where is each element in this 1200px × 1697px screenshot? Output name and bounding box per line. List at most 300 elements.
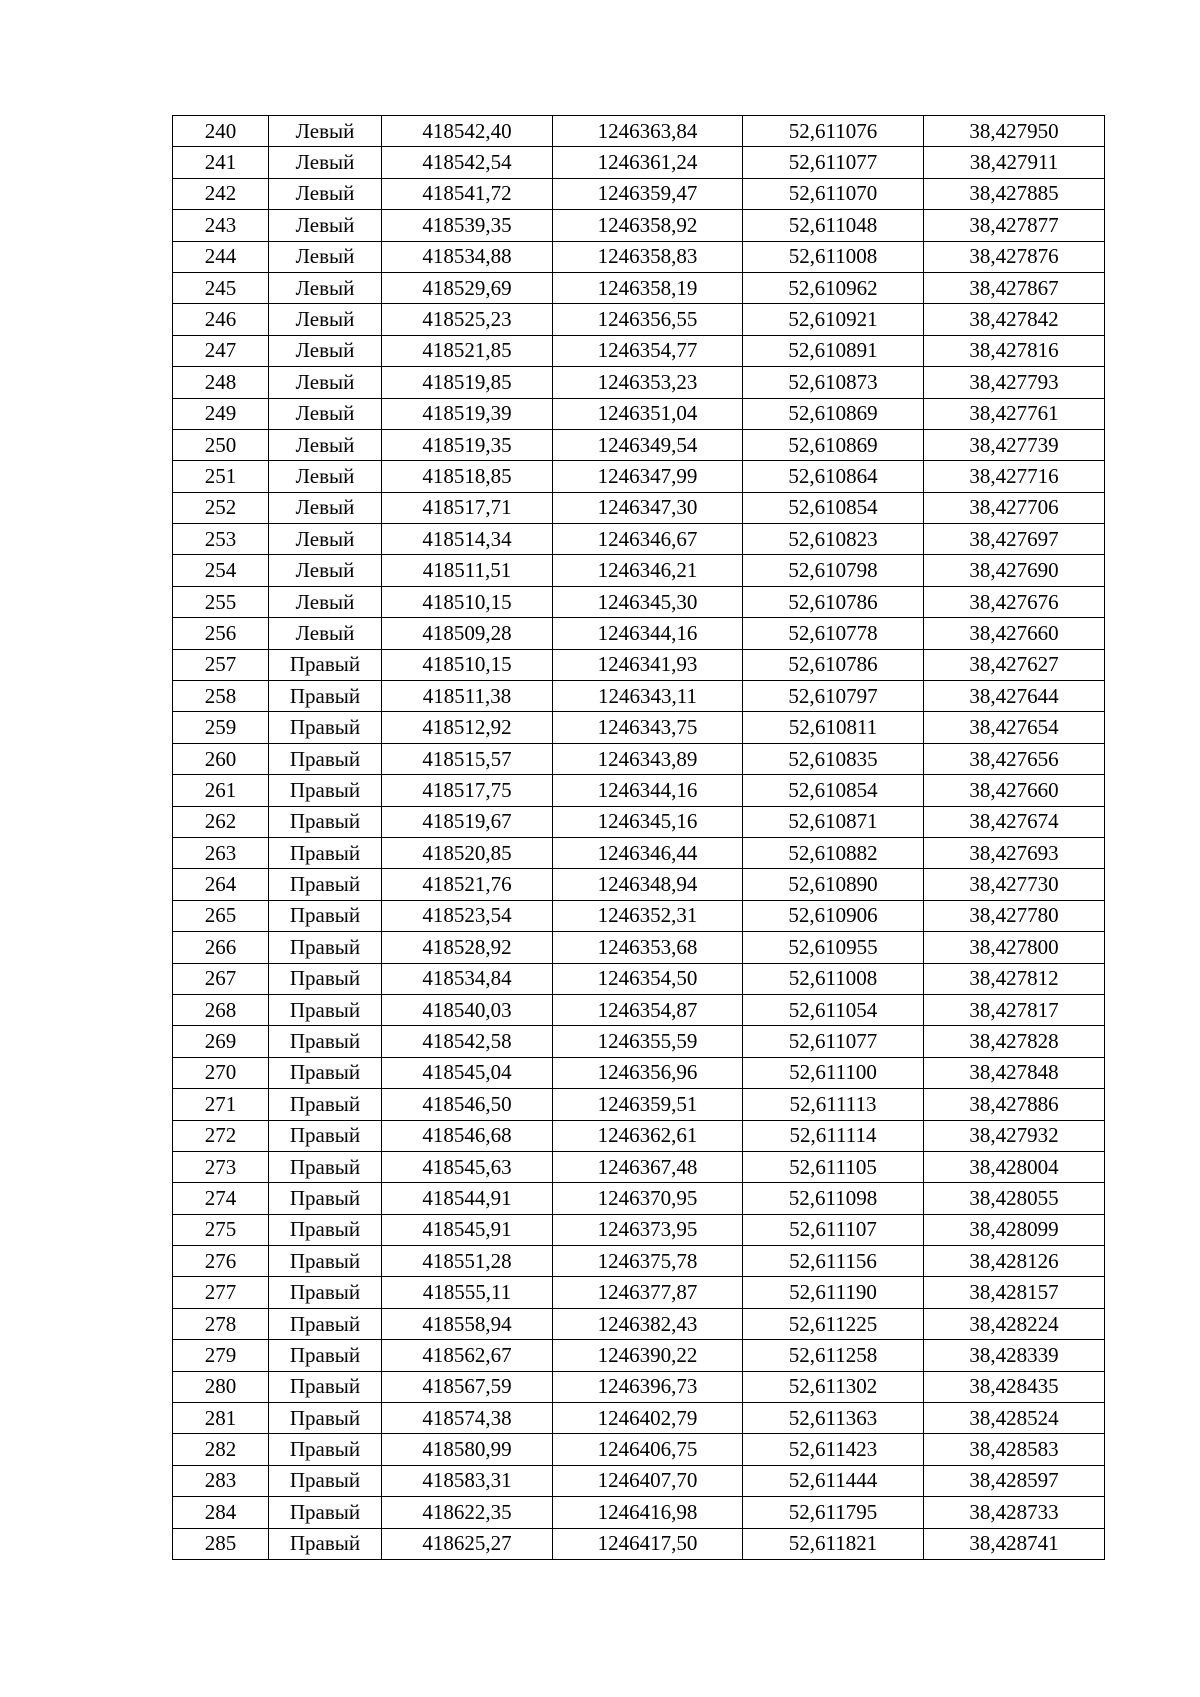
x-coordinate-cell: 418555,11 bbox=[382, 1277, 553, 1308]
longitude-cell: 38,427780 bbox=[924, 900, 1105, 931]
longitude-cell: 38,428733 bbox=[924, 1497, 1105, 1528]
longitude-cell: 38,427660 bbox=[924, 618, 1105, 649]
latitude-cell: 52,611054 bbox=[743, 994, 924, 1025]
longitude-cell: 38,427793 bbox=[924, 367, 1105, 398]
y-coordinate-cell: 1246353,23 bbox=[553, 367, 743, 398]
latitude-cell: 52,610786 bbox=[743, 649, 924, 680]
x-coordinate-cell: 418534,84 bbox=[382, 963, 553, 994]
x-coordinate-cell: 418523,54 bbox=[382, 900, 553, 931]
y-coordinate-cell: 1246377,87 bbox=[553, 1277, 743, 1308]
x-coordinate-cell: 418518,85 bbox=[382, 461, 553, 492]
latitude-cell: 52,611423 bbox=[743, 1434, 924, 1465]
point-number-cell: 242 bbox=[173, 178, 269, 209]
latitude-cell: 52,611114 bbox=[743, 1120, 924, 1151]
longitude-cell: 38,427697 bbox=[924, 524, 1105, 555]
point-number-cell: 260 bbox=[173, 743, 269, 774]
side-cell: Правый bbox=[269, 1089, 382, 1120]
latitude-cell: 52,611821 bbox=[743, 1528, 924, 1559]
point-number-cell: 263 bbox=[173, 837, 269, 868]
table-row bbox=[173, 618, 1105, 649]
x-coordinate-cell: 418545,91 bbox=[382, 1214, 553, 1245]
side-cell: Левый bbox=[269, 398, 382, 429]
side-cell: Правый bbox=[269, 1026, 382, 1057]
y-coordinate-cell: 1246356,96 bbox=[553, 1057, 743, 1088]
table-row bbox=[173, 272, 1105, 303]
y-coordinate-cell: 1246417,50 bbox=[553, 1528, 743, 1559]
x-coordinate-cell: 418545,63 bbox=[382, 1151, 553, 1182]
latitude-cell: 52,610854 bbox=[743, 775, 924, 806]
table-row bbox=[173, 1371, 1105, 1402]
latitude-cell: 52,610873 bbox=[743, 367, 924, 398]
table-row bbox=[173, 869, 1105, 900]
x-coordinate-cell: 418511,38 bbox=[382, 681, 553, 712]
x-coordinate-cell: 418542,54 bbox=[382, 147, 553, 178]
side-cell: Правый bbox=[269, 963, 382, 994]
table-row bbox=[173, 932, 1105, 963]
side-cell: Левый bbox=[269, 116, 382, 147]
y-coordinate-cell: 1246343,75 bbox=[553, 712, 743, 743]
side-cell: Правый bbox=[269, 775, 382, 806]
latitude-cell: 52,610798 bbox=[743, 555, 924, 586]
y-coordinate-cell: 1246356,55 bbox=[553, 304, 743, 335]
y-coordinate-cell: 1246351,04 bbox=[553, 398, 743, 429]
side-cell: Правый bbox=[269, 1403, 382, 1434]
point-number-cell: 244 bbox=[173, 241, 269, 272]
table-row bbox=[173, 712, 1105, 743]
y-coordinate-cell: 1246353,68 bbox=[553, 932, 743, 963]
x-coordinate-cell: 418525,23 bbox=[382, 304, 553, 335]
latitude-cell: 52,611008 bbox=[743, 241, 924, 272]
side-cell: Правый bbox=[269, 869, 382, 900]
side-cell: Правый bbox=[269, 994, 382, 1025]
table-row bbox=[173, 1120, 1105, 1151]
table-row bbox=[173, 837, 1105, 868]
longitude-cell: 38,427730 bbox=[924, 869, 1105, 900]
table-row bbox=[173, 367, 1105, 398]
point-number-cell: 272 bbox=[173, 1120, 269, 1151]
latitude-cell: 52,610871 bbox=[743, 806, 924, 837]
table-row bbox=[173, 178, 1105, 209]
y-coordinate-cell: 1246345,30 bbox=[553, 586, 743, 617]
y-coordinate-cell: 1246375,78 bbox=[553, 1246, 743, 1277]
table-row bbox=[173, 1026, 1105, 1057]
point-number-cell: 271 bbox=[173, 1089, 269, 1120]
point-number-cell: 261 bbox=[173, 775, 269, 806]
x-coordinate-cell: 418625,27 bbox=[382, 1528, 553, 1559]
side-cell: Правый bbox=[269, 932, 382, 963]
point-number-cell: 275 bbox=[173, 1214, 269, 1245]
side-cell: Левый bbox=[269, 618, 382, 649]
table-row bbox=[173, 524, 1105, 555]
longitude-cell: 38,427627 bbox=[924, 649, 1105, 680]
side-cell: Правый bbox=[269, 1371, 382, 1402]
x-coordinate-cell: 418551,28 bbox=[382, 1246, 553, 1277]
side-cell: Правый bbox=[269, 1183, 382, 1214]
y-coordinate-cell: 1246362,61 bbox=[553, 1120, 743, 1151]
latitude-cell: 52,611156 bbox=[743, 1246, 924, 1277]
y-coordinate-cell: 1246344,16 bbox=[553, 618, 743, 649]
point-number-cell: 245 bbox=[173, 272, 269, 303]
y-coordinate-cell: 1246390,22 bbox=[553, 1340, 743, 1371]
point-number-cell: 254 bbox=[173, 555, 269, 586]
longitude-cell: 38,427911 bbox=[924, 147, 1105, 178]
point-number-cell: 266 bbox=[173, 932, 269, 963]
x-coordinate-cell: 418558,94 bbox=[382, 1308, 553, 1339]
latitude-cell: 52,610778 bbox=[743, 618, 924, 649]
y-coordinate-cell: 1246344,16 bbox=[553, 775, 743, 806]
y-coordinate-cell: 1246373,95 bbox=[553, 1214, 743, 1245]
latitude-cell: 52,611190 bbox=[743, 1277, 924, 1308]
y-coordinate-cell: 1246343,11 bbox=[553, 681, 743, 712]
point-number-cell: 253 bbox=[173, 524, 269, 555]
longitude-cell: 38,427817 bbox=[924, 994, 1105, 1025]
longitude-cell: 38,428339 bbox=[924, 1340, 1105, 1371]
x-coordinate-cell: 418562,67 bbox=[382, 1340, 553, 1371]
point-number-cell: 267 bbox=[173, 963, 269, 994]
point-number-cell: 252 bbox=[173, 492, 269, 523]
y-coordinate-cell: 1246352,31 bbox=[553, 900, 743, 931]
y-coordinate-cell: 1246406,75 bbox=[553, 1434, 743, 1465]
side-cell: Правый bbox=[269, 681, 382, 712]
table-body bbox=[173, 116, 1105, 1560]
latitude-cell: 52,611363 bbox=[743, 1403, 924, 1434]
table-row bbox=[173, 1340, 1105, 1371]
y-coordinate-cell: 1246343,89 bbox=[553, 743, 743, 774]
latitude-cell: 52,610890 bbox=[743, 869, 924, 900]
y-coordinate-cell: 1246346,44 bbox=[553, 837, 743, 868]
point-number-cell: 248 bbox=[173, 367, 269, 398]
x-coordinate-cell: 418519,35 bbox=[382, 429, 553, 460]
y-coordinate-cell: 1246349,54 bbox=[553, 429, 743, 460]
x-coordinate-cell: 418580,99 bbox=[382, 1434, 553, 1465]
longitude-cell: 38,428224 bbox=[924, 1308, 1105, 1339]
longitude-cell: 38,428126 bbox=[924, 1246, 1105, 1277]
side-cell: Левый bbox=[269, 178, 382, 209]
table-row bbox=[173, 461, 1105, 492]
point-number-cell: 259 bbox=[173, 712, 269, 743]
longitude-cell: 38,427800 bbox=[924, 932, 1105, 963]
latitude-cell: 52,610962 bbox=[743, 272, 924, 303]
table-row bbox=[173, 1403, 1105, 1434]
table-row bbox=[173, 1528, 1105, 1559]
point-number-cell: 277 bbox=[173, 1277, 269, 1308]
point-number-cell: 276 bbox=[173, 1246, 269, 1277]
longitude-cell: 38,427656 bbox=[924, 743, 1105, 774]
table-row bbox=[173, 806, 1105, 837]
x-coordinate-cell: 418510,15 bbox=[382, 586, 553, 617]
x-coordinate-cell: 418519,39 bbox=[382, 398, 553, 429]
side-cell: Правый bbox=[269, 1340, 382, 1371]
latitude-cell: 52,611048 bbox=[743, 210, 924, 241]
point-number-cell: 282 bbox=[173, 1434, 269, 1465]
x-coordinate-cell: 418519,85 bbox=[382, 367, 553, 398]
side-cell: Левый bbox=[269, 492, 382, 523]
y-coordinate-cell: 1246354,87 bbox=[553, 994, 743, 1025]
side-cell: Правый bbox=[269, 1465, 382, 1496]
longitude-cell: 38,427693 bbox=[924, 837, 1105, 868]
longitude-cell: 38,427716 bbox=[924, 461, 1105, 492]
latitude-cell: 52,611077 bbox=[743, 1026, 924, 1057]
latitude-cell: 52,611070 bbox=[743, 178, 924, 209]
longitude-cell: 38,427848 bbox=[924, 1057, 1105, 1088]
x-coordinate-cell: 418546,50 bbox=[382, 1089, 553, 1120]
table-row bbox=[173, 1246, 1105, 1277]
side-cell: Правый bbox=[269, 743, 382, 774]
y-coordinate-cell: 1246358,83 bbox=[553, 241, 743, 272]
table-row bbox=[173, 1183, 1105, 1214]
latitude-cell: 52,610906 bbox=[743, 900, 924, 931]
y-coordinate-cell: 1246358,19 bbox=[553, 272, 743, 303]
latitude-cell: 52,610864 bbox=[743, 461, 924, 492]
table-row bbox=[173, 1151, 1105, 1182]
y-coordinate-cell: 1246359,51 bbox=[553, 1089, 743, 1120]
table-row bbox=[173, 492, 1105, 523]
y-coordinate-cell: 1246363,84 bbox=[553, 116, 743, 147]
side-cell: Левый bbox=[269, 429, 382, 460]
table-row bbox=[173, 398, 1105, 429]
latitude-cell: 52,611105 bbox=[743, 1151, 924, 1182]
side-cell: Правый bbox=[269, 1528, 382, 1559]
x-coordinate-cell: 418544,91 bbox=[382, 1183, 553, 1214]
longitude-cell: 38,427674 bbox=[924, 806, 1105, 837]
point-number-cell: 249 bbox=[173, 398, 269, 429]
point-number-cell: 256 bbox=[173, 618, 269, 649]
latitude-cell: 52,611077 bbox=[743, 147, 924, 178]
point-number-cell: 258 bbox=[173, 681, 269, 712]
y-coordinate-cell: 1246367,48 bbox=[553, 1151, 743, 1182]
latitude-cell: 52,610835 bbox=[743, 743, 924, 774]
x-coordinate-cell: 418514,34 bbox=[382, 524, 553, 555]
latitude-cell: 52,611302 bbox=[743, 1371, 924, 1402]
point-number-cell: 279 bbox=[173, 1340, 269, 1371]
table-row bbox=[173, 900, 1105, 931]
x-coordinate-cell: 418528,92 bbox=[382, 932, 553, 963]
point-number-cell: 241 bbox=[173, 147, 269, 178]
point-number-cell: 257 bbox=[173, 649, 269, 680]
table-row bbox=[173, 1308, 1105, 1339]
point-number-cell: 243 bbox=[173, 210, 269, 241]
latitude-cell: 52,610869 bbox=[743, 429, 924, 460]
x-coordinate-cell: 418512,92 bbox=[382, 712, 553, 743]
point-number-cell: 280 bbox=[173, 1371, 269, 1402]
latitude-cell: 52,610955 bbox=[743, 932, 924, 963]
y-coordinate-cell: 1246370,95 bbox=[553, 1183, 743, 1214]
x-coordinate-cell: 418539,35 bbox=[382, 210, 553, 241]
y-coordinate-cell: 1246355,59 bbox=[553, 1026, 743, 1057]
side-cell: Левый bbox=[269, 335, 382, 366]
y-coordinate-cell: 1246346,21 bbox=[553, 555, 743, 586]
latitude-cell: 52,610786 bbox=[743, 586, 924, 617]
side-cell: Правый bbox=[269, 900, 382, 931]
side-cell: Левый bbox=[269, 241, 382, 272]
longitude-cell: 38,427706 bbox=[924, 492, 1105, 523]
longitude-cell: 38,428004 bbox=[924, 1151, 1105, 1182]
longitude-cell: 38,427932 bbox=[924, 1120, 1105, 1151]
longitude-cell: 38,428597 bbox=[924, 1465, 1105, 1496]
table-row bbox=[173, 1057, 1105, 1088]
y-coordinate-cell: 1246402,79 bbox=[553, 1403, 743, 1434]
longitude-cell: 38,427812 bbox=[924, 963, 1105, 994]
y-coordinate-cell: 1246396,73 bbox=[553, 1371, 743, 1402]
x-coordinate-cell: 418546,68 bbox=[382, 1120, 553, 1151]
table-row bbox=[173, 210, 1105, 241]
longitude-cell: 38,427828 bbox=[924, 1026, 1105, 1057]
longitude-cell: 38,428741 bbox=[924, 1528, 1105, 1559]
x-coordinate-cell: 418521,76 bbox=[382, 869, 553, 900]
latitude-cell: 52,610869 bbox=[743, 398, 924, 429]
latitude-cell: 52,610891 bbox=[743, 335, 924, 366]
longitude-cell: 38,427644 bbox=[924, 681, 1105, 712]
table-row bbox=[173, 743, 1105, 774]
point-number-cell: 240 bbox=[173, 116, 269, 147]
point-number-cell: 265 bbox=[173, 900, 269, 931]
point-number-cell: 264 bbox=[173, 869, 269, 900]
latitude-cell: 52,610797 bbox=[743, 681, 924, 712]
longitude-cell: 38,428157 bbox=[924, 1277, 1105, 1308]
point-number-cell: 250 bbox=[173, 429, 269, 460]
latitude-cell: 52,611113 bbox=[743, 1089, 924, 1120]
side-cell: Правый bbox=[269, 1057, 382, 1088]
x-coordinate-cell: 418541,72 bbox=[382, 178, 553, 209]
point-number-cell: 247 bbox=[173, 335, 269, 366]
latitude-cell: 52,611225 bbox=[743, 1308, 924, 1339]
latitude-cell: 52,611008 bbox=[743, 963, 924, 994]
x-coordinate-cell: 418545,04 bbox=[382, 1057, 553, 1088]
x-coordinate-cell: 418517,71 bbox=[382, 492, 553, 523]
x-coordinate-cell: 418521,85 bbox=[382, 335, 553, 366]
point-number-cell: 284 bbox=[173, 1497, 269, 1528]
side-cell: Левый bbox=[269, 555, 382, 586]
point-number-cell: 285 bbox=[173, 1528, 269, 1559]
longitude-cell: 38,427877 bbox=[924, 210, 1105, 241]
latitude-cell: 52,610823 bbox=[743, 524, 924, 555]
longitude-cell: 38,428099 bbox=[924, 1214, 1105, 1245]
table-row bbox=[173, 1214, 1105, 1245]
x-coordinate-cell: 418515,57 bbox=[382, 743, 553, 774]
latitude-cell: 52,611795 bbox=[743, 1497, 924, 1528]
point-number-cell: 262 bbox=[173, 806, 269, 837]
latitude-cell: 52,611107 bbox=[743, 1214, 924, 1245]
latitude-cell: 52,611098 bbox=[743, 1183, 924, 1214]
latitude-cell: 52,611258 bbox=[743, 1340, 924, 1371]
side-cell: Левый bbox=[269, 524, 382, 555]
table-row bbox=[173, 1434, 1105, 1465]
point-number-cell: 251 bbox=[173, 461, 269, 492]
x-coordinate-cell: 418534,88 bbox=[382, 241, 553, 272]
side-cell: Правый bbox=[269, 649, 382, 680]
table-row bbox=[173, 1497, 1105, 1528]
x-coordinate-cell: 418510,15 bbox=[382, 649, 553, 680]
side-cell: Правый bbox=[269, 837, 382, 868]
side-cell: Правый bbox=[269, 1246, 382, 1277]
x-coordinate-cell: 418509,28 bbox=[382, 618, 553, 649]
y-coordinate-cell: 1246382,43 bbox=[553, 1308, 743, 1339]
table-row bbox=[173, 963, 1105, 994]
latitude-cell: 52,610882 bbox=[743, 837, 924, 868]
side-cell: Левый bbox=[269, 147, 382, 178]
latitude-cell: 52,611076 bbox=[743, 116, 924, 147]
y-coordinate-cell: 1246407,70 bbox=[553, 1465, 743, 1496]
table-row bbox=[173, 147, 1105, 178]
x-coordinate-cell: 418540,03 bbox=[382, 994, 553, 1025]
x-coordinate-cell: 418567,59 bbox=[382, 1371, 553, 1402]
point-number-cell: 270 bbox=[173, 1057, 269, 1088]
latitude-cell: 52,611100 bbox=[743, 1057, 924, 1088]
table-row bbox=[173, 681, 1105, 712]
table-row bbox=[173, 116, 1105, 147]
longitude-cell: 38,428583 bbox=[924, 1434, 1105, 1465]
x-coordinate-cell: 418583,31 bbox=[382, 1465, 553, 1496]
longitude-cell: 38,428435 bbox=[924, 1371, 1105, 1402]
side-cell: Левый bbox=[269, 367, 382, 398]
table-row bbox=[173, 586, 1105, 617]
longitude-cell: 38,427816 bbox=[924, 335, 1105, 366]
longitude-cell: 38,427876 bbox=[924, 241, 1105, 272]
x-coordinate-cell: 418574,38 bbox=[382, 1403, 553, 1434]
side-cell: Правый bbox=[269, 712, 382, 743]
table-row bbox=[173, 241, 1105, 272]
latitude-cell: 52,611444 bbox=[743, 1465, 924, 1496]
table-row bbox=[173, 1465, 1105, 1496]
y-coordinate-cell: 1246346,67 bbox=[553, 524, 743, 555]
y-coordinate-cell: 1246361,24 bbox=[553, 147, 743, 178]
y-coordinate-cell: 1246354,77 bbox=[553, 335, 743, 366]
side-cell: Правый bbox=[269, 1308, 382, 1339]
table-row bbox=[173, 429, 1105, 460]
table-row bbox=[173, 994, 1105, 1025]
latitude-cell: 52,610854 bbox=[743, 492, 924, 523]
x-coordinate-cell: 418542,40 bbox=[382, 116, 553, 147]
longitude-cell: 38,427842 bbox=[924, 304, 1105, 335]
y-coordinate-cell: 1246358,92 bbox=[553, 210, 743, 241]
y-coordinate-cell: 1246347,30 bbox=[553, 492, 743, 523]
point-number-cell: 281 bbox=[173, 1403, 269, 1434]
side-cell: Правый bbox=[269, 1214, 382, 1245]
point-number-cell: 273 bbox=[173, 1151, 269, 1182]
y-coordinate-cell: 1246354,50 bbox=[553, 963, 743, 994]
y-coordinate-cell: 1246341,93 bbox=[553, 649, 743, 680]
latitude-cell: 52,610921 bbox=[743, 304, 924, 335]
point-number-cell: 269 bbox=[173, 1026, 269, 1057]
longitude-cell: 38,427739 bbox=[924, 429, 1105, 460]
x-coordinate-cell: 418511,51 bbox=[382, 555, 553, 586]
table-row bbox=[173, 304, 1105, 335]
side-cell: Правый bbox=[269, 1497, 382, 1528]
longitude-cell: 38,427867 bbox=[924, 272, 1105, 303]
x-coordinate-cell: 418542,58 bbox=[382, 1026, 553, 1057]
x-coordinate-cell: 418519,67 bbox=[382, 806, 553, 837]
table-row bbox=[173, 1277, 1105, 1308]
side-cell: Правый bbox=[269, 1151, 382, 1182]
latitude-cell: 52,610811 bbox=[743, 712, 924, 743]
y-coordinate-cell: 1246345,16 bbox=[553, 806, 743, 837]
x-coordinate-cell: 418622,35 bbox=[382, 1497, 553, 1528]
y-coordinate-cell: 1246347,99 bbox=[553, 461, 743, 492]
longitude-cell: 38,427886 bbox=[924, 1089, 1105, 1120]
longitude-cell: 38,428524 bbox=[924, 1403, 1105, 1434]
point-number-cell: 274 bbox=[173, 1183, 269, 1214]
side-cell: Правый bbox=[269, 806, 382, 837]
longitude-cell: 38,427690 bbox=[924, 555, 1105, 586]
side-cell: Левый bbox=[269, 272, 382, 303]
longitude-cell: 38,427654 bbox=[924, 712, 1105, 743]
point-number-cell: 268 bbox=[173, 994, 269, 1025]
longitude-cell: 38,427676 bbox=[924, 586, 1105, 617]
point-number-cell: 255 bbox=[173, 586, 269, 617]
longitude-cell: 38,427761 bbox=[924, 398, 1105, 429]
longitude-cell: 38,427950 bbox=[924, 116, 1105, 147]
side-cell: Левый bbox=[269, 304, 382, 335]
